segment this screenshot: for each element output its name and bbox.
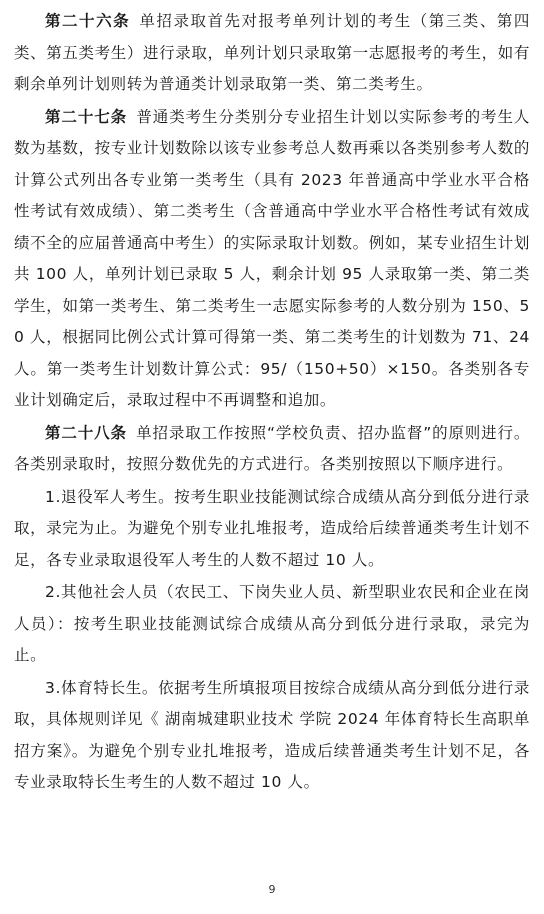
article-27-paragraph [14,102,530,417]
item-2-social-personnel-paragraph [14,577,530,672]
item-3-sports-specialty-paragraph [14,673,530,799]
item-1-veterans-paragraph [14,482,530,577]
article-26-text: 单招录取首先对报考单列计划的考生（第三类、第四类、第五类考生）进行录取，单列计划只录取第一志愿报考的考生，如有剩余单列计划则转为普通类计划录取第一类、第二类考生。 [14,12,530,93]
item-3-sports-specialty-text: 3.体育特长生。依据考生所填报项目按综合成绩从高分到低分进行录取，具体规则详见《 湖南城建职业技术 学院 2024 年体育特长生高职单招方案》。为避免个别专业扎堆报考，造成后续普通类考生计划不足，各专业录取特长生考生的人数不超过 10 人。 [14,678,530,791]
article-26-label: 第二十六条 [45,12,131,30]
item-2-social-personnel-text: 2.其他社会人员（农民工、下岗失业人员、新型职业农民和企业在岗人员）：按考生职业技能测试综合成绩从高分到低分进行录取，录完为止。 [14,583,530,664]
page-number: 9 [268,883,276,896]
article-26-paragraph [14,6,530,101]
article-27-text: 普通类考生分类别分专业招生计划以实际参考的考生人数为基数，按专业计划数除以该专业参考总人数再乘以各类别参考人数的计算公式列出各专业第一类考生（具有 2023 年普通高中学业水平合格性考试有效成绩）、第二类考生（含普通高中学业水平合格性考试有效成绩不全的应届普通高中考生）的实际录取计划数。例如，某专业招生计划共 100 人，单列计划已录取 5 人，剩余计划 95 人录取第一类、第二类学生，如第一类考生、第二类考生一志愿实际参考的人数分别为 150、50 人，根据同比例公式计算可得第一类、第二类考生的计划数为 71、24 人。第一类考生计划数计算公式：95/（150+50）×150。各类别各专业计划确定后，录取过程中不再调整和追加。 [14,107,530,409]
article-28-paragraph [14,418,530,481]
item-1-veterans-text: 1.退役军人考生。按考生职业技能测试综合成绩从高分到低分进行录取，录完为止。为避免个别专业扎堆报考，造成给后续普通类考生计划不足，各专业录取退役军人考生的人数不超过 10 人。 [14,487,530,569]
article-27-label: 第二十七条 [45,107,128,126]
article-28-label: 第二十八条 [45,423,127,442]
article-28-text: 单招录取工作按照“学校负责、招办监督”的原则进行。各类别录取时，按照分数优先的方式进行。各类别按照以下顺序进行。 [14,423,530,473]
